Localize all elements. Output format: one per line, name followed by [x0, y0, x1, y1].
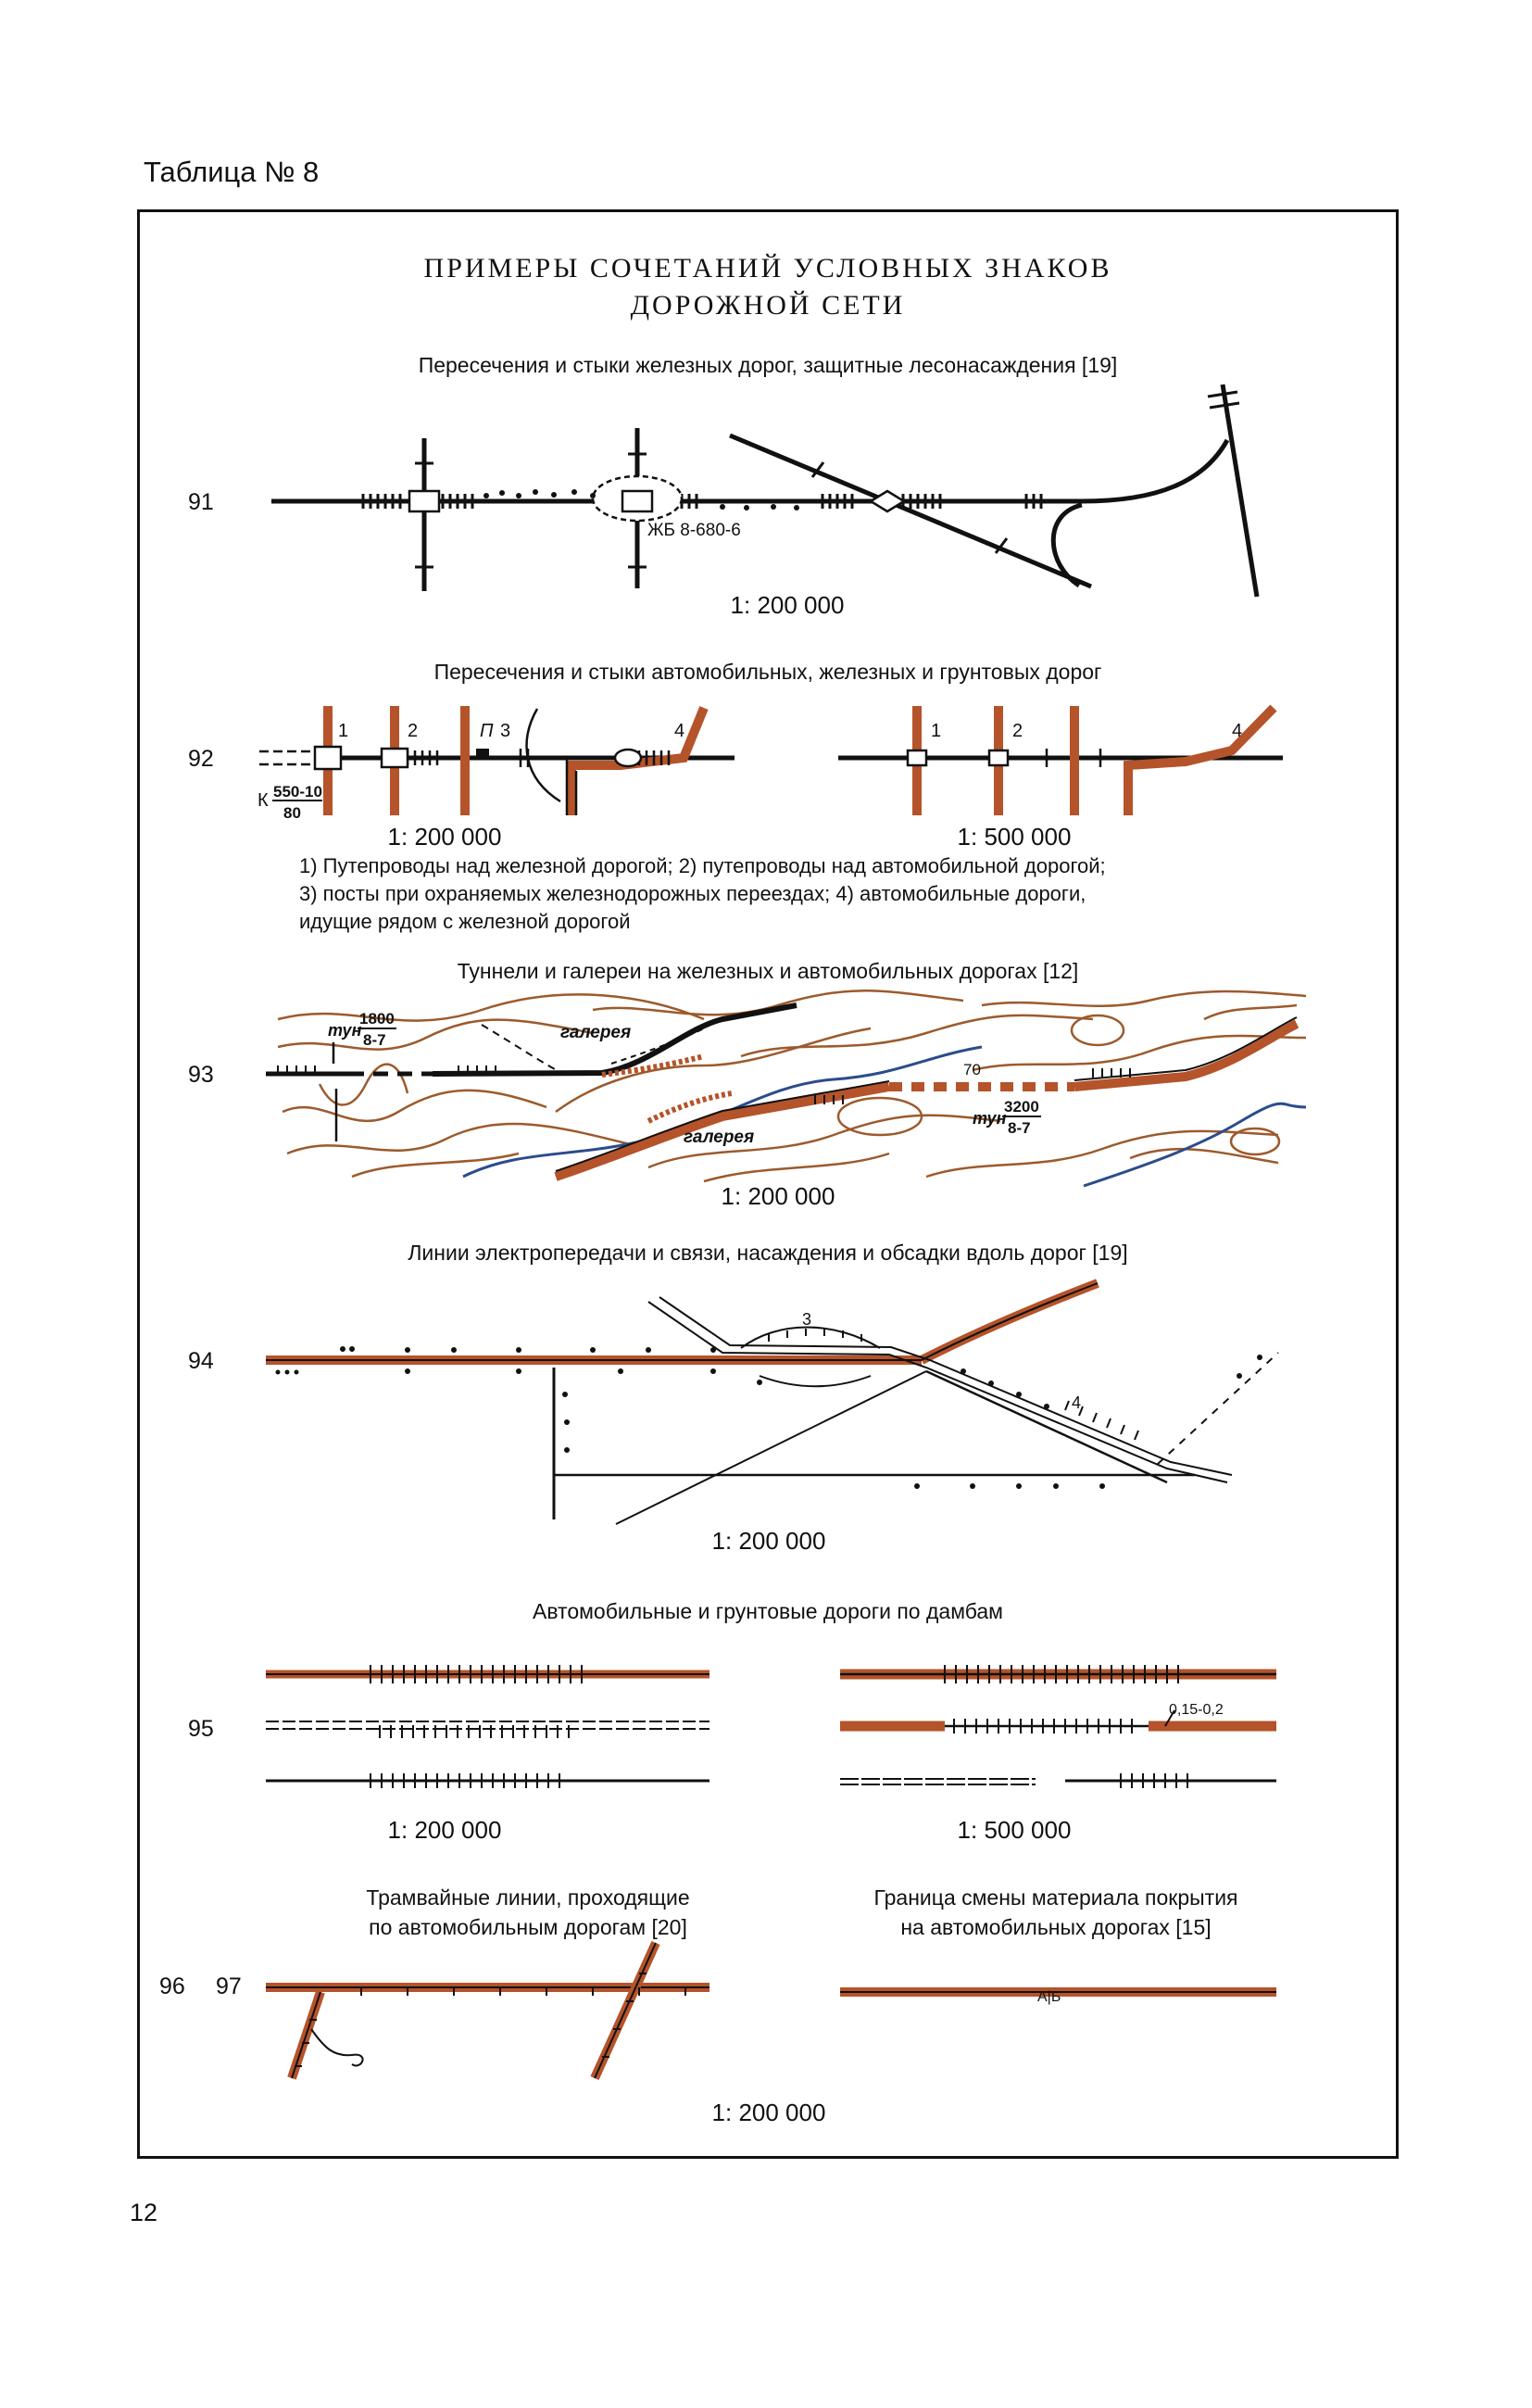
bridge-label: ЖБ 8-680-6 [647, 521, 741, 540]
page-number: 12 [130, 2199, 158, 2226]
scale-94: 1: 200 000 [711, 1527, 826, 1555]
svg-text:К: К [257, 790, 269, 811]
caption-97-line2: на автомобильных дорогах [15] [900, 1915, 1212, 1939]
svg-text:1: 1 [338, 721, 349, 741]
caption-95: Автомобильные и грунтовые дороги по дамбам [533, 1599, 1003, 1623]
scale-93: 1: 200 000 [721, 1182, 835, 1210]
svg-text:4: 4 [674, 721, 685, 741]
svg-text:0,15-0,2: 0,15-0,2 [1169, 1702, 1224, 1718]
scale-96-97: 1: 200 000 [711, 2099, 826, 2126]
table-label: Таблица № 8 [144, 156, 320, 188]
scale-91: 1: 200 000 [730, 591, 845, 619]
caption-91: Пересечения и стыки железных дорог, защитные лесонасаждения [19] [418, 353, 1118, 377]
svg-text:галерея: галерея [684, 1128, 755, 1147]
caption-93: Туннели и галереи на железных и автомобильных дорогах [12] [457, 959, 1079, 983]
scale-95-left: 1: 200 000 [387, 1816, 502, 1844]
caption-92: Пересечения и стыки автомобильных, железных и грунтовых дорог [433, 660, 1102, 684]
caption-97-line1: Граница смены материала покрытия [873, 1885, 1238, 1910]
svg-text:3: 3 [500, 721, 511, 741]
svg-text:тун: тун [328, 1021, 362, 1040]
page-title-line2: ДОРОЖНОЙ СЕТИ [630, 290, 906, 321]
row-number-95: 95 [188, 1716, 214, 1742]
svg-text:П: П [480, 721, 494, 741]
svg-text:70: 70 [963, 1061, 981, 1078]
svg-text:2: 2 [408, 721, 419, 741]
note-line: 1) Путепроводы над железной дорогой; 2) путепроводы над автомобильной дорогой; [299, 854, 1106, 877]
svg-text:3200: 3200 [1004, 1098, 1039, 1116]
scale-92-right: 1: 500 000 [957, 823, 1072, 851]
row-number-91: 91 [188, 489, 214, 515]
svg-text:галерея: галерея [560, 1023, 632, 1042]
row-number-97: 97 [216, 1973, 242, 1999]
row-number-94: 94 [188, 1348, 214, 1374]
row-number-96: 96 [159, 1973, 185, 1999]
caption-96-line1: Трамвайные линии, проходящие [366, 1885, 690, 1910]
svg-text:2: 2 [1012, 721, 1023, 741]
svg-text:8-7: 8-7 [363, 1031, 386, 1049]
note-line: 3) посты при охраняемых железнодорожных переездах; 4) автомобильные дороги, [299, 882, 1086, 905]
svg-text:1: 1 [931, 721, 942, 741]
svg-text:80: 80 [283, 804, 301, 822]
row-number-92: 92 [188, 746, 214, 772]
svg-text:тун: тун [973, 1109, 1007, 1128]
note-line: идущие рядом с железной дорогой [299, 910, 631, 933]
row-number-93: 93 [188, 1062, 214, 1088]
svg-text:А|Б: А|Б [1037, 1989, 1061, 2005]
page-title-line1: ПРИМЕРЫ СОЧЕТАНИЙ УСЛОВНЫХ ЗНАКОВ [423, 253, 1112, 284]
svg-text:8-7: 8-7 [1008, 1119, 1031, 1137]
svg-text:4: 4 [1232, 721, 1243, 741]
caption-94: Линии электропередачи и связи, насаждения и обсадки вдоль дорог [19] [408, 1241, 1128, 1265]
scale-92-left: 1: 200 000 [387, 823, 502, 851]
scale-95-right: 1: 500 000 [957, 1816, 1072, 1844]
svg-text:3: 3 [802, 1310, 812, 1329]
svg-text:4: 4 [1072, 1393, 1082, 1412]
svg-text:1800: 1800 [359, 1010, 395, 1027]
caption-96-line2: по автомобильным дорогам [20] [369, 1915, 687, 1939]
svg-text:550-10: 550-10 [273, 783, 322, 801]
